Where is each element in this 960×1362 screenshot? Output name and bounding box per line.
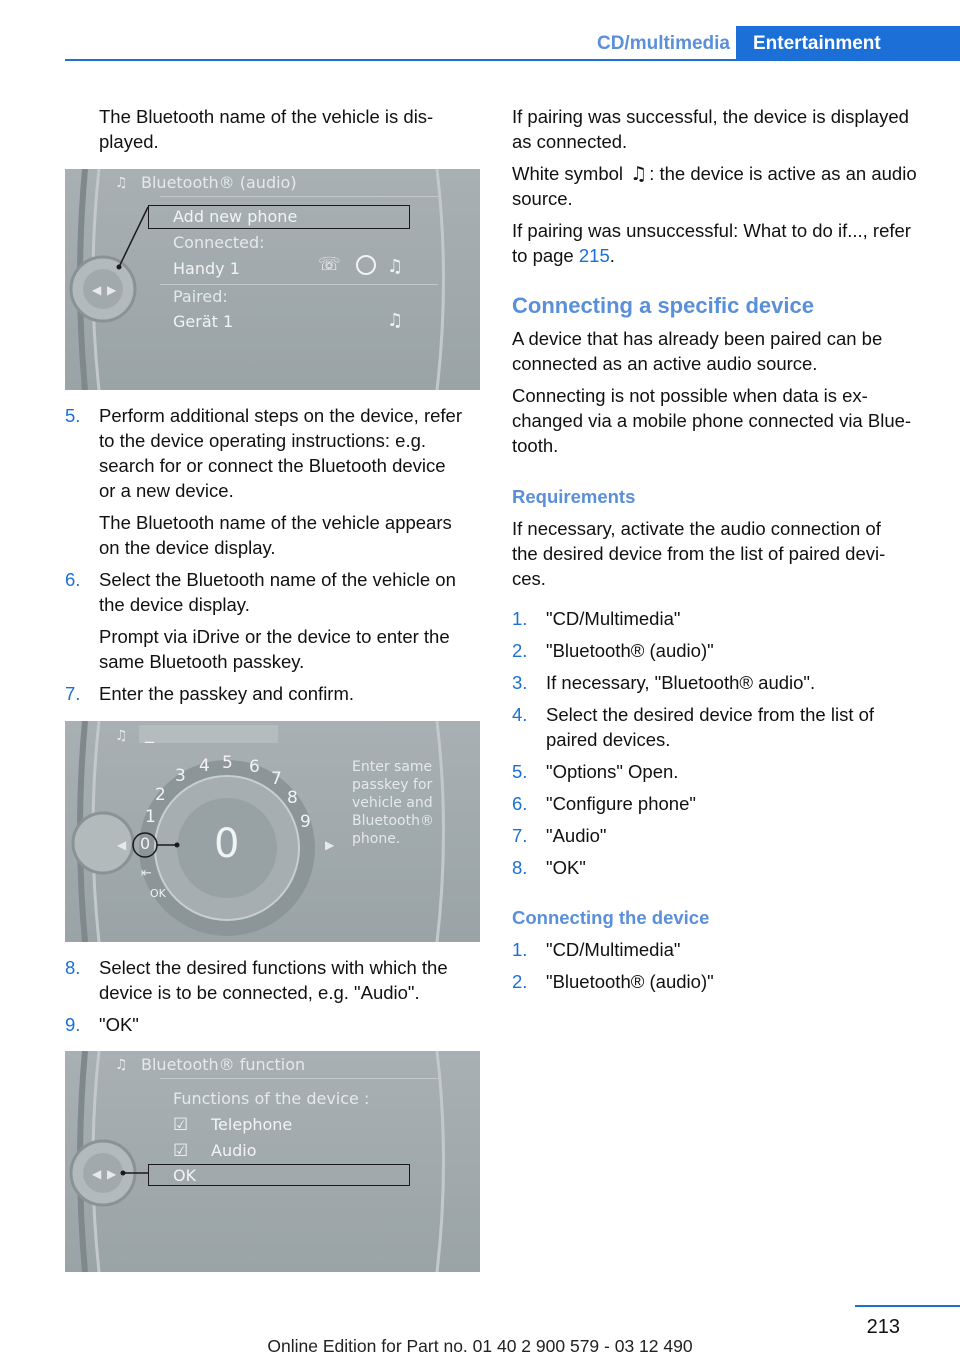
- step-text: Select the Bluetooth name of the vehicle on: [99, 569, 456, 590]
- svg-text:⇤: ⇤: [141, 866, 152, 881]
- list-item: "CD/Multimedia": [546, 939, 681, 960]
- step-text: "OK": [99, 1014, 139, 1035]
- white-symbol-label: White symbol: [512, 163, 624, 184]
- list-item: "Configure phone": [546, 793, 696, 814]
- step-text: Enter the passkey and confirm.: [99, 683, 355, 704]
- step-number: 7.: [65, 683, 81, 704]
- step-number: 6.: [65, 569, 81, 590]
- controller-graphic: [65, 1051, 480, 1272]
- page-ref-prefix: to page: [512, 245, 574, 266]
- screen3-title-divider: [160, 1078, 438, 1079]
- digit-4[interactable]: 4: [199, 756, 210, 776]
- hint-line: phone.: [352, 831, 401, 847]
- digit-8[interactable]: 8: [287, 788, 298, 808]
- heading-connecting-the-device: Connecting the device: [512, 907, 710, 928]
- white-symbol-desc: : the device is active as an audio: [649, 163, 917, 184]
- header-chapter-tab: Entertainment: [736, 26, 960, 61]
- list-number: 2.: [512, 971, 528, 992]
- list-number: 4.: [512, 704, 528, 725]
- list-number: 2.: [512, 640, 528, 661]
- audio-checkbox-item[interactable]: Audio: [211, 1141, 257, 1160]
- svg-text:◀: ◀: [92, 283, 102, 297]
- digit-6[interactable]: 6: [249, 757, 260, 777]
- digit-1[interactable]: 1: [145, 807, 156, 827]
- pairing-fail-line-2: [512, 243, 615, 268]
- pairing-success-line: If pairing was successful, the device is displayed: [512, 106, 909, 127]
- svg-text:☏: ☏: [318, 254, 341, 275]
- hint-line: passkey for: [352, 777, 433, 793]
- white-symbol-text: [512, 161, 917, 187]
- list-number: 7.: [512, 825, 528, 846]
- svg-text:☑: ☑: [173, 1115, 189, 1135]
- list-item: paired devices.: [546, 729, 671, 750]
- svg-text:▶: ▶: [325, 838, 335, 852]
- page-215-link[interactable]: 215: [578, 245, 610, 266]
- paired-device-item[interactable]: Gerät 1: [173, 312, 234, 331]
- step-text: Perform additional steps on the device, refer: [99, 405, 462, 426]
- svg-text:▶: ▶: [107, 283, 117, 297]
- header-section-title: CD/multimedia: [596, 33, 730, 54]
- digit-0-selected[interactable]: 0: [140, 834, 151, 853]
- heading-connecting-specific-device: Connecting a specific device: [512, 293, 814, 318]
- digit-3[interactable]: 3: [175, 766, 186, 786]
- functions-label: Functions of the device :: [173, 1089, 370, 1108]
- list-number: 8.: [512, 857, 528, 878]
- list-item: "CD/Multimedia": [546, 608, 681, 629]
- list-number: 1.: [512, 608, 528, 629]
- music-note-icon: ♫: [630, 163, 648, 185]
- idrive-screen-bluetooth-function: [65, 1051, 480, 1272]
- svg-text:♫: ♫: [115, 728, 128, 744]
- paragraph-line: connected as an active audio source.: [512, 353, 818, 374]
- paragraph-line: the desired device from the list of paired devi-: [512, 543, 886, 564]
- step-text: to the device operating instructions: e.g.: [99, 430, 427, 451]
- screen1-list-divider: [160, 284, 438, 285]
- ok-label[interactable]: OK: [150, 887, 166, 900]
- screen1-title: Bluetooth® (audio): [141, 173, 297, 192]
- list-item: "OK": [546, 857, 586, 878]
- list-item: "Audio": [546, 825, 607, 846]
- list-number: 5.: [512, 761, 528, 782]
- page-number: 213: [866, 1316, 900, 1338]
- center-digit-display: 0: [214, 821, 240, 867]
- page-ref-end: .: [609, 245, 615, 266]
- add-new-phone-item[interactable]: Add new phone: [173, 207, 298, 226]
- idrive-screen-bluetooth-audio: [65, 169, 480, 390]
- paragraph-line: A device that has already been paired can be: [512, 328, 883, 349]
- pairing-fail-line: If pairing was unsuccessful: What to do if..., refer: [512, 220, 911, 241]
- list-item: "Options" Open.: [546, 761, 679, 782]
- step-text: on the device display.: [99, 537, 276, 558]
- passkey-input-field[interactable]: _: [145, 723, 154, 744]
- list-number: 1.: [512, 939, 528, 960]
- step-text: or a new device.: [99, 480, 234, 501]
- list-number: 6.: [512, 793, 528, 814]
- list-item: "Bluetooth® (audio)": [546, 640, 714, 661]
- step-number: 5.: [65, 405, 81, 426]
- paragraph-line: If necessary, activate the audio connection of: [512, 518, 881, 539]
- intro-line-2: played.: [99, 131, 159, 152]
- digit-9[interactable]: 9: [300, 812, 311, 832]
- step-text: search for or connect the Bluetooth device: [99, 455, 446, 476]
- step-text: Prompt via iDrive or the device to enter the: [99, 626, 450, 647]
- list-number: 3.: [512, 672, 528, 693]
- pairing-success-line: as connected.: [512, 131, 628, 152]
- svg-text:▶: ▶: [107, 1167, 117, 1181]
- list-item: Select the desired device from the list of: [546, 704, 875, 725]
- step-text: the device display.: [99, 594, 250, 615]
- intro-line-1: The Bluetooth name of the vehicle is dis-: [99, 106, 434, 127]
- screen3-title: Bluetooth® function: [141, 1055, 306, 1074]
- digit-2[interactable]: 2: [155, 785, 166, 805]
- step-number: 9.: [65, 1014, 81, 1035]
- paragraph-line: ces.: [512, 568, 546, 589]
- step-text: The Bluetooth name of the vehicle appears: [99, 512, 452, 533]
- idrive-screen-passkey: [65, 721, 480, 942]
- svg-text:◀: ◀: [117, 838, 127, 852]
- list-item: If necessary, "Bluetooth® audio".: [546, 672, 816, 693]
- svg-text:♫: ♫: [387, 256, 404, 277]
- hint-line: vehicle and: [352, 795, 433, 811]
- svg-text:♫: ♫: [115, 1057, 128, 1073]
- footer-rule: [855, 1305, 960, 1307]
- digit-7[interactable]: 7: [271, 769, 282, 789]
- paragraph-line: Connecting is not possible when data is ex-: [512, 385, 868, 406]
- svg-text:♫: ♫: [387, 310, 404, 331]
- step-text: same Bluetooth passkey.: [99, 651, 305, 672]
- ok-item[interactable]: OK: [173, 1166, 197, 1185]
- white-symbol-line-2: source.: [512, 188, 573, 209]
- list-item: "Bluetooth® (audio)": [546, 971, 714, 992]
- telephone-checkbox-item[interactable]: Telephone: [211, 1115, 293, 1134]
- svg-text:♫: ♫: [115, 175, 128, 191]
- header-rule: [65, 59, 960, 61]
- hint-line: Enter same: [352, 759, 433, 775]
- controller-graphic: [65, 169, 480, 390]
- step-text: Select the desired functions with which the: [99, 957, 448, 978]
- svg-text:☑: ☑: [173, 1141, 189, 1161]
- connected-label: Connected:: [173, 233, 265, 252]
- screen1-title-divider: [160, 196, 438, 197]
- paired-label: Paired:: [173, 287, 228, 306]
- paragraph-line: tooth.: [512, 435, 559, 456]
- hint-line: Bluetooth®: [352, 813, 434, 829]
- svg-text:◀: ◀: [92, 1167, 102, 1181]
- heading-requirements: Requirements: [512, 486, 636, 507]
- digit-5[interactable]: 5: [222, 753, 233, 773]
- edition-note: Online Edition for Part no. 01 40 2 900 579 - 03 12 490: [267, 1336, 693, 1356]
- step-text: device is to be connected, e.g. "Audio".: [99, 982, 420, 1003]
- paragraph-line: changed via a mobile phone connected via Blue-: [512, 410, 912, 431]
- step-number: 8.: [65, 957, 81, 978]
- passkey-speller-graphic: [65, 721, 480, 942]
- connected-device-item[interactable]: Handy 1: [173, 259, 240, 278]
